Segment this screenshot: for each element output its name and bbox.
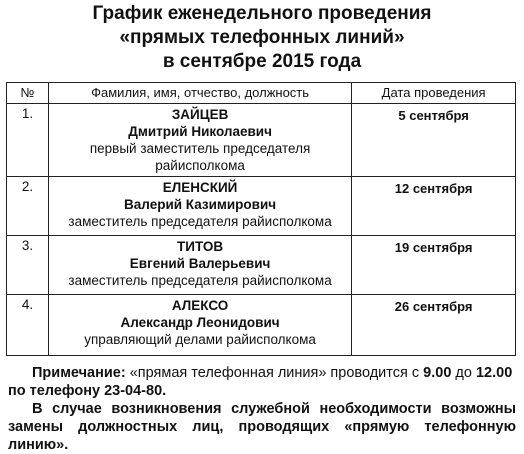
person-given-name: Евгений Валерьевич xyxy=(129,256,271,271)
table-row xyxy=(7,236,516,295)
person-cell xyxy=(48,177,351,236)
table-header-row xyxy=(7,83,516,104)
person-given-name: Валерий Казимирович xyxy=(124,197,277,212)
table-row xyxy=(7,104,516,177)
note-paragraph-2: В случае возникновения служебной необходимости возможны замены должностных лиц, проводящих «прямую телефонную линию». xyxy=(8,401,516,453)
row-number: 1. xyxy=(7,104,49,177)
person-position: первый заместитель председателя райисполкома xyxy=(89,141,311,173)
row-number: 4. xyxy=(7,295,49,356)
row-date: 19 сентября xyxy=(352,236,516,295)
column-header-date: Дата проведения xyxy=(352,83,516,104)
person-position: заместитель председателя райисполкома xyxy=(68,214,332,229)
table-row xyxy=(7,177,516,236)
note-time-to: 12.00 xyxy=(475,365,513,381)
note-paragraph-1 xyxy=(8,364,516,382)
person-surname: ТИТОВ xyxy=(177,239,224,254)
row-date: 26 сентября xyxy=(352,295,516,356)
note-time-from: 9.00 xyxy=(423,365,452,381)
person-given-name: Александр Леонидович xyxy=(120,315,280,330)
person-surname: ЗАЙЦЕВ xyxy=(171,107,229,122)
note-text-between: до xyxy=(451,365,476,381)
row-number: 3. xyxy=(7,236,49,295)
column-header-number: № xyxy=(7,83,49,104)
person-cell xyxy=(48,104,351,177)
row-number: 2. xyxy=(7,177,49,236)
note-phone-line: по телефону 23-04-80. xyxy=(8,383,167,399)
person-given-name: Дмитрий Николаевич xyxy=(128,124,272,139)
title-line-3: в сентябре 2015 года xyxy=(162,51,362,72)
person-position: заместитель председателя райисполкома xyxy=(68,273,332,288)
title-line-1: График еженедельного проведения xyxy=(92,3,432,24)
person-surname: АЛЕКСО xyxy=(171,298,229,313)
person-cell xyxy=(48,236,351,295)
note-label: Примечание: xyxy=(32,365,126,381)
row-date: 5 сентября xyxy=(352,104,516,177)
person-cell xyxy=(48,295,351,356)
column-header-name: Фамилия, имя, отчество, должность xyxy=(48,83,351,104)
note-text: «прямая телефонная линия» проводится с xyxy=(125,365,424,381)
table-row xyxy=(7,295,516,356)
document-title xyxy=(0,2,524,74)
schedule-table xyxy=(6,82,516,356)
person-position: управляющий делами райисполкома xyxy=(84,332,316,347)
notes-section xyxy=(8,364,516,454)
row-date: 12 сентября xyxy=(352,177,516,236)
title-line-2: «прямых телефонных линий» xyxy=(119,27,405,48)
person-surname: ЕЛЕНСКИЙ xyxy=(162,180,238,195)
